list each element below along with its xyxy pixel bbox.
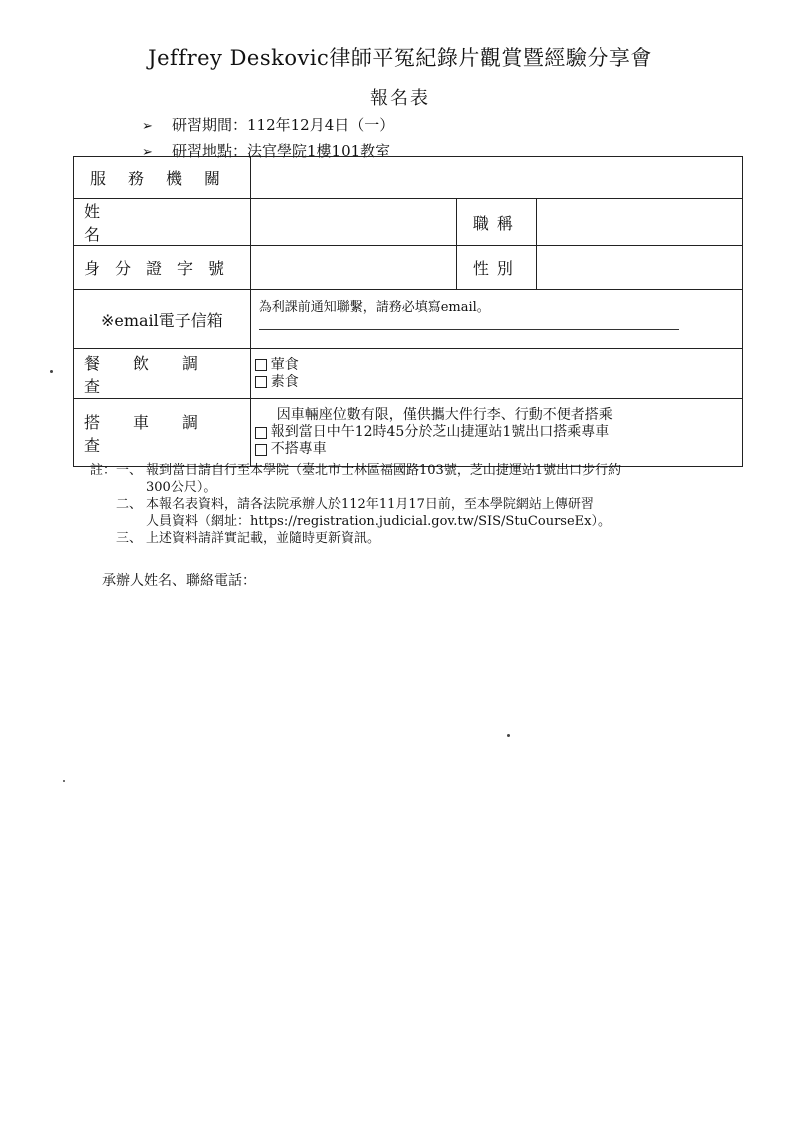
- form-title: Jeffrey Deskovic律師平冤紀錄片觀賞暨經驗分享會: [148, 46, 652, 70]
- table-row: [74, 199, 743, 246]
- list-item: 三、 上述資料請詳實記載，並隨時更新資訊。: [116, 531, 381, 546]
- scan-speck: [63, 780, 65, 782]
- checkbox-icon[interactable]: [255, 359, 267, 371]
- period-info: [142, 114, 394, 135]
- checkbox-icon[interactable]: [255, 444, 267, 456]
- registration-url-text: 人員資料（網址：https://registration.judicial.gov.tw/SIS/StuCourseEx）。: [146, 514, 611, 529]
- email-label-cell: [74, 290, 251, 349]
- meal-label-cell: [74, 349, 251, 399]
- ride-label-cell: [74, 399, 251, 467]
- list-item: 註： 一、 報到當日請自行至本學院（臺北市士林區福國路103號，芝山捷運站1號出口步行約: [90, 463, 622, 478]
- email-input[interactable]: [250, 290, 742, 349]
- email-label: ※email電子信箱: [100, 310, 223, 330]
- table-row: [74, 157, 743, 199]
- meal-option-meat[interactable]: 葷食: [251, 357, 742, 374]
- email-write-line: [259, 329, 679, 330]
- name-input[interactable]: [250, 199, 457, 246]
- arrow-bullet-icon: ➢: [142, 119, 153, 134]
- checkbox-icon[interactable]: [255, 427, 267, 439]
- id-label: 身分證字號: [84, 259, 240, 278]
- org-label-cell: [74, 157, 251, 199]
- name-label-cell: [74, 199, 251, 246]
- email-hint: 為利課前通知聯繫，請務必填寫email。: [258, 300, 490, 315]
- form-subtitle: 報名表: [370, 88, 430, 109]
- table-row: [74, 349, 743, 399]
- checkbox-icon[interactable]: [255, 376, 267, 388]
- gender-label: 性別: [472, 259, 521, 278]
- scan-speck: [507, 734, 510, 737]
- ride-options-cell: [250, 399, 742, 467]
- org-input[interactable]: [250, 157, 742, 199]
- org-label: 服務機關: [90, 169, 243, 188]
- meal-label: 餐飲調查: [84, 353, 232, 396]
- ride-option-shuttle[interactable]: 報到當日中午12時45分於芝山捷運站1號出口搭乘專車: [251, 424, 742, 441]
- table-row: [74, 246, 743, 290]
- list-item: 二、 本報名表資料，請各法院承辦人於112年11月17日前，至本學院網站上傳研習: [116, 497, 594, 512]
- meal-option-vegetarian[interactable]: 素食: [251, 374, 742, 391]
- period-text: 研習期間：112年12月4日（一）: [172, 116, 395, 134]
- table-row: [74, 399, 743, 467]
- registration-table: [73, 156, 743, 467]
- contact-label: 承辦人姓名、聯絡電話：: [102, 573, 256, 589]
- ride-option-none[interactable]: 不搭專車: [251, 441, 742, 458]
- title-input[interactable]: [537, 199, 743, 246]
- title-label-cell: [457, 199, 537, 246]
- location-text: 研習地點：法官學院1樓101教室: [172, 142, 391, 160]
- ride-note: 因車輛座位數有限，僅供攜大件行李、行動不便者搭乘: [276, 407, 613, 423]
- scan-speck: [50, 370, 53, 373]
- ride-label: 搭車調查: [84, 412, 232, 455]
- notes-section: 註： 一、 報到當日請自行至本學院（臺北市士林區福國路103號，芝山捷運站1號出口步行約 300公尺）。 二、 本報名表資料，請各法院承辦人於112年11月17日前，至本學院網站上傳研習 人員資料（網址：https://registration.judicial.gov.tw/SIS/StuCourseEx）。 三、 上述資料請詳實記載，並隨時更新資訊。: [90, 462, 750, 547]
- id-label-cell: [74, 246, 251, 290]
- title-label: 職稱: [472, 213, 521, 233]
- id-input[interactable]: [250, 246, 457, 290]
- gender-label-cell: [457, 246, 537, 290]
- name-label: 姓名: [84, 202, 229, 244]
- gender-input[interactable]: [537, 246, 743, 290]
- notes-prefix: 註：: [90, 463, 117, 478]
- meal-options-cell: [250, 349, 742, 399]
- table-row: [74, 290, 743, 349]
- arrow-bullet-icon: ➢: [142, 145, 153, 160]
